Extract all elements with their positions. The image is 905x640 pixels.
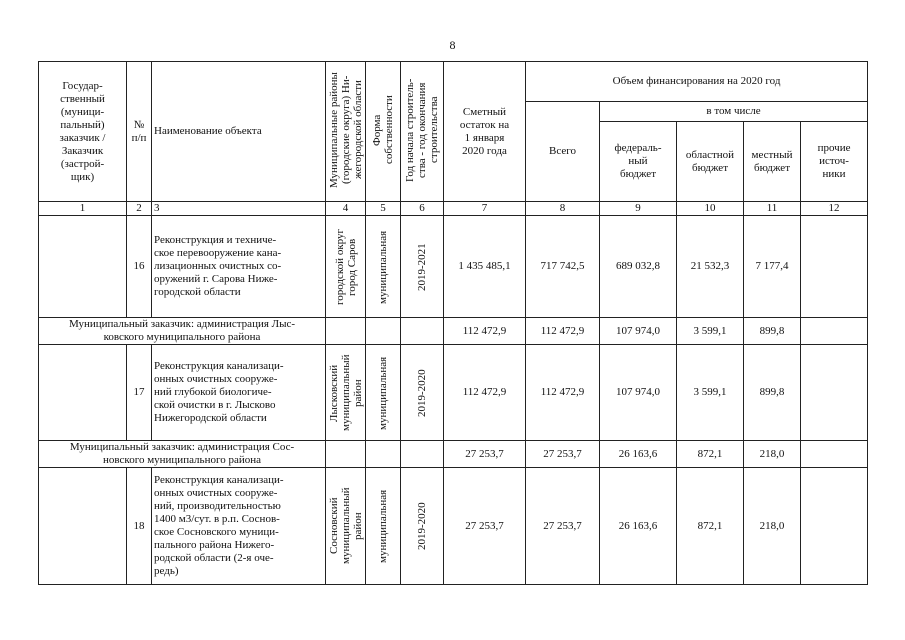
header-object-name: Наименование объекта bbox=[152, 62, 326, 202]
balance-cell: 112 472,9 bbox=[444, 318, 526, 345]
ownership-cell: муниципальная bbox=[366, 345, 401, 441]
header-total: Всего bbox=[526, 102, 600, 202]
regional-cell: 872,1 bbox=[677, 468, 744, 585]
header-years: Год начала строитель- ства - год окончания строительства bbox=[401, 62, 444, 202]
balance-cell: 1 435 485,1 bbox=[444, 216, 526, 318]
customer-row bbox=[39, 441, 868, 468]
header-districts: Муниципальные районы (городские округа) Ни- жегородской области bbox=[326, 62, 366, 202]
header-number: № п/п bbox=[127, 62, 152, 202]
column-number: 2 bbox=[127, 202, 152, 216]
balance-cell: 27 253,7 bbox=[444, 441, 526, 468]
total-cell: 112 472,9 bbox=[526, 345, 600, 441]
header-local: местный бюджет bbox=[744, 122, 801, 202]
header-ownership: Форма собственности bbox=[366, 62, 401, 202]
investment-table bbox=[38, 61, 868, 585]
regional-cell: 21 532,3 bbox=[677, 216, 744, 318]
header-funding-volume: Объем финансирования на 2020 год bbox=[526, 62, 868, 102]
header-federal: федераль- ный бюджет bbox=[600, 122, 677, 202]
table-row bbox=[39, 216, 868, 318]
district-cell: Лысковский муниципальный район bbox=[326, 345, 366, 441]
district-cell: городской округ город Саров bbox=[326, 216, 366, 318]
customer-cell bbox=[39, 468, 127, 585]
column-numbers-row bbox=[39, 202, 868, 216]
customer-row bbox=[39, 318, 868, 345]
column-number: 4 bbox=[326, 202, 366, 216]
customer-cell bbox=[39, 345, 127, 441]
years-cell: 2019-2020 bbox=[401, 468, 444, 585]
column-number: 3 bbox=[152, 202, 326, 216]
municipal-customer: Муниципальный заказчик: администрация Сос- новского муниципального района bbox=[39, 441, 326, 468]
table-row bbox=[39, 468, 868, 585]
regional-cell: 3 599,1 bbox=[677, 318, 744, 345]
column-number: 9 bbox=[600, 202, 677, 216]
column-number: 5 bbox=[366, 202, 401, 216]
balance-cell: 27 253,7 bbox=[444, 468, 526, 585]
local-cell: 218,0 bbox=[744, 441, 801, 468]
header-regional: областной бюджет bbox=[677, 122, 744, 202]
regional-cell: 3 599,1 bbox=[677, 345, 744, 441]
table-row bbox=[39, 345, 868, 441]
row-number: 18 bbox=[127, 468, 152, 585]
total-cell: 717 742,5 bbox=[526, 216, 600, 318]
ownership-cell: муниципальная bbox=[366, 468, 401, 585]
object-name: Реконструкция канализаци- онных очистных сооруже- ний глубокой биологиче- ской очистки в г. Лысково Нижегородской области bbox=[152, 345, 326, 441]
years-cell: 2019-2021 bbox=[401, 216, 444, 318]
regional-cell: 872,1 bbox=[677, 441, 744, 468]
object-name: Реконструкция и техниче- ское перевооружение кана- лизационных очистных со- оружений г. Сарова Ниже- городской области bbox=[152, 216, 326, 318]
header-including: в том числе bbox=[600, 102, 868, 122]
column-number: 1 bbox=[39, 202, 127, 216]
local-cell: 218,0 bbox=[744, 468, 801, 585]
total-cell: 112 472,9 bbox=[526, 318, 600, 345]
local-cell: 899,8 bbox=[744, 345, 801, 441]
district-cell: Сосновский муниципальный район bbox=[326, 468, 366, 585]
header-other: прочие источ- ники bbox=[801, 122, 868, 202]
total-cell: 27 253,7 bbox=[526, 468, 600, 585]
local-cell: 7 177,4 bbox=[744, 216, 801, 318]
years-cell: 2019-2020 bbox=[401, 345, 444, 441]
header-estimated-balance: Сметный остаток на 1 января 2020 года bbox=[444, 62, 526, 202]
other-cell bbox=[801, 468, 868, 585]
column-number: 10 bbox=[677, 202, 744, 216]
object-name: Реконструкция канализаци- онных очистных сооруже- ний, производительностью 1400 м3/сут. в р.п. Соснов- ское Сосновского муници- пального района Нижего- родской области (2-я оче- редь) bbox=[152, 468, 326, 585]
row-number: 17 bbox=[127, 345, 152, 441]
header-customer: Государ- ственный (муници- пальный) заказчик / Заказчик (застрой- щик) bbox=[39, 62, 127, 202]
row-number: 16 bbox=[127, 216, 152, 318]
other-cell bbox=[801, 441, 868, 468]
ownership-cell: муниципальная bbox=[366, 216, 401, 318]
customer-cell bbox=[39, 216, 127, 318]
other-cell bbox=[801, 345, 868, 441]
column-number: 7 bbox=[444, 202, 526, 216]
other-cell bbox=[801, 318, 868, 345]
federal-cell: 107 974,0 bbox=[600, 318, 677, 345]
local-cell: 899,8 bbox=[744, 318, 801, 345]
page-number: 8 bbox=[449, 38, 456, 52]
column-number: 12 bbox=[801, 202, 868, 216]
total-cell: 27 253,7 bbox=[526, 441, 600, 468]
column-number: 11 bbox=[744, 202, 801, 216]
column-number: 8 bbox=[526, 202, 600, 216]
federal-cell: 689 032,8 bbox=[600, 216, 677, 318]
federal-cell: 26 163,6 bbox=[600, 468, 677, 585]
federal-cell: 107 974,0 bbox=[600, 345, 677, 441]
federal-cell: 26 163,6 bbox=[600, 441, 677, 468]
column-number: 6 bbox=[401, 202, 444, 216]
balance-cell: 112 472,9 bbox=[444, 345, 526, 441]
other-cell bbox=[801, 216, 868, 318]
municipal-customer: Муниципальный заказчик: администрация Лыс- ковского муниципального района bbox=[39, 318, 326, 345]
